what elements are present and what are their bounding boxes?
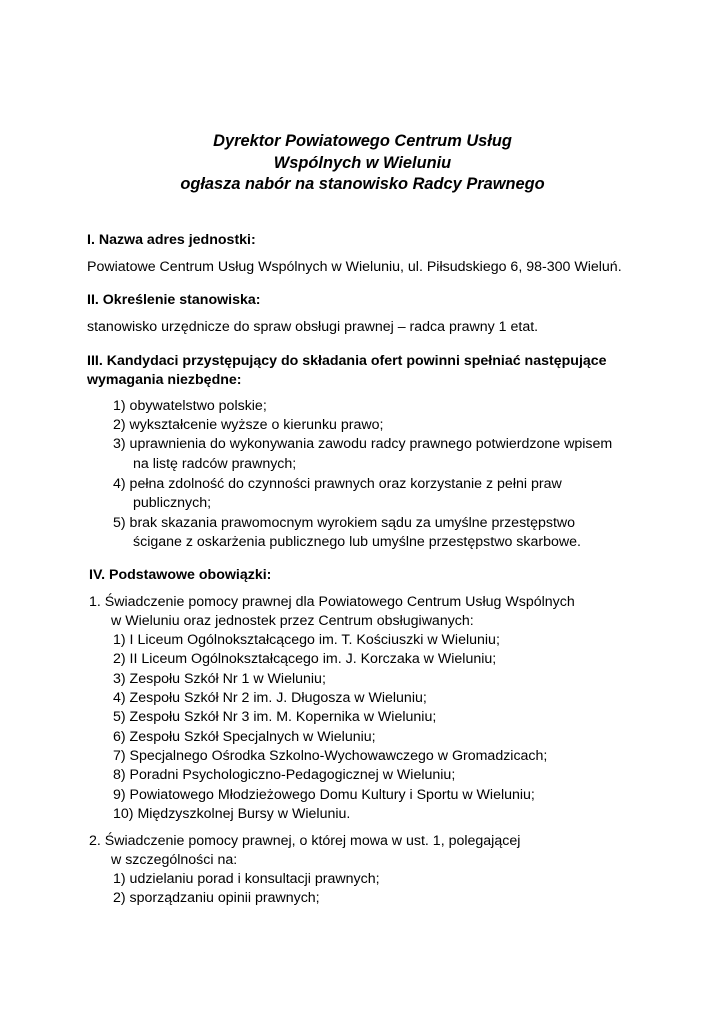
requirement-item: 4) pełna zdolność do czynności prawnych oraz korzystanie z pełni praw xyxy=(113,476,562,492)
section-3-heading-line-2: wymagania niezbędne: xyxy=(87,372,242,388)
unit-list-item: 5) Zespołu Szkół Nr 3 im. M. Kopernika w Wieluniu; xyxy=(113,709,437,725)
scope-list-item: 1) udzielaniu porad i konsultacji prawnych; xyxy=(113,871,380,887)
announcement-title xyxy=(0,131,725,196)
requirement-item: 5) brak skazania prawomocnym wyrokiem sądu za umyślne przestępstwo xyxy=(113,515,576,531)
requirement-item-continuation: publicznych; xyxy=(133,495,212,511)
duty-point-1-line-1: 1. Świadczenie pomocy prawnej dla Powiatowego Centrum Usług Wspólnych xyxy=(89,594,575,610)
unit-list-item: 7) Specjalnego Ośrodka Szkolno-Wychowawczego w Gromadzicach; xyxy=(113,748,548,764)
duty-point-1-line-2: w Wieluniu oraz jednostek przez Centrum obsługiwanych: xyxy=(111,613,474,629)
requirement-item: 3) uprawnienia do wykonywania zawodu radcy prawnego potwierdzone wpisem xyxy=(113,436,613,452)
unit-list-item: 3) Zespołu Szkół Nr 1 w Wieluniu; xyxy=(113,671,326,687)
requirement-item-continuation: ścigane z oskarżenia publicznego lub umyślne przestępstwo skarbowe. xyxy=(133,534,581,550)
section-3-heading-line-1: III. Kandydaci przystępujący do składania ofert powinni spełniać następujące xyxy=(87,353,607,369)
unit-list-item: 8) Poradni Psychologiczno-Pedagogicznej w Wieluniu; xyxy=(113,767,456,783)
requirement-item-continuation: na listę radców prawnych; xyxy=(133,456,297,472)
unit-list-item: 6) Zespołu Szkół Specjalnych w Wieluniu; xyxy=(113,729,376,745)
requirement-item: 1) obywatelstwo polskie; xyxy=(113,398,267,414)
scope-list-item: 2) sporządzaniu opinii prawnych; xyxy=(113,890,320,906)
title-line-2: Wspólnych w Wieluniu xyxy=(273,153,452,172)
unit-list-item: 1) I Liceum Ogólnokształcącego im. T. Kościuszki w Wieluniu; xyxy=(113,632,500,648)
unit-list-item: 10) Międzyszkolnej Bursy w Wieluniu. xyxy=(113,806,351,822)
section-1-text: Powiatowe Centrum Usług Wspólnych w Wieluniu, ul. Piłsudskiego 6, 98-300 Wieluń. xyxy=(87,259,622,275)
section-2-text: stanowisko urzędnicze do spraw obsługi prawnej – radca prawny 1 etat. xyxy=(87,319,539,335)
title-line-3: ogłasza nabór na stanowisko Radcy Prawnego xyxy=(180,175,545,193)
unit-list-item: 4) Zespołu Szkół Nr 2 im. J. Długosza w Wieluniu; xyxy=(113,690,427,706)
unit-list-item: 9) Powiatowego Młodzieżowego Domu Kultury i Sportu w Wieluniu; xyxy=(113,787,535,803)
title-line-1: Dyrektor Powiatowego Centrum Usług xyxy=(213,132,512,150)
duty-point-2-line-2: w szczególności na: xyxy=(111,852,238,868)
section-1-heading: I. Nazwa adres jednostki: xyxy=(87,232,256,248)
unit-list-item: 2) II Liceum Ogólnokształcącego im. J. Korczaka w Wieluniu; xyxy=(113,651,497,667)
section-2-heading: II. Określenie stanowiska: xyxy=(87,292,261,308)
section-4-heading: IV. Podstawowe obowiązki: xyxy=(89,567,272,583)
duty-point-2-line-1: 2. Świadczenie pomocy prawnej, o której mowa w ust. 1, polegającej xyxy=(89,833,521,849)
requirement-item: 2) wykształcenie wyższe o kierunku prawo; xyxy=(113,417,384,433)
